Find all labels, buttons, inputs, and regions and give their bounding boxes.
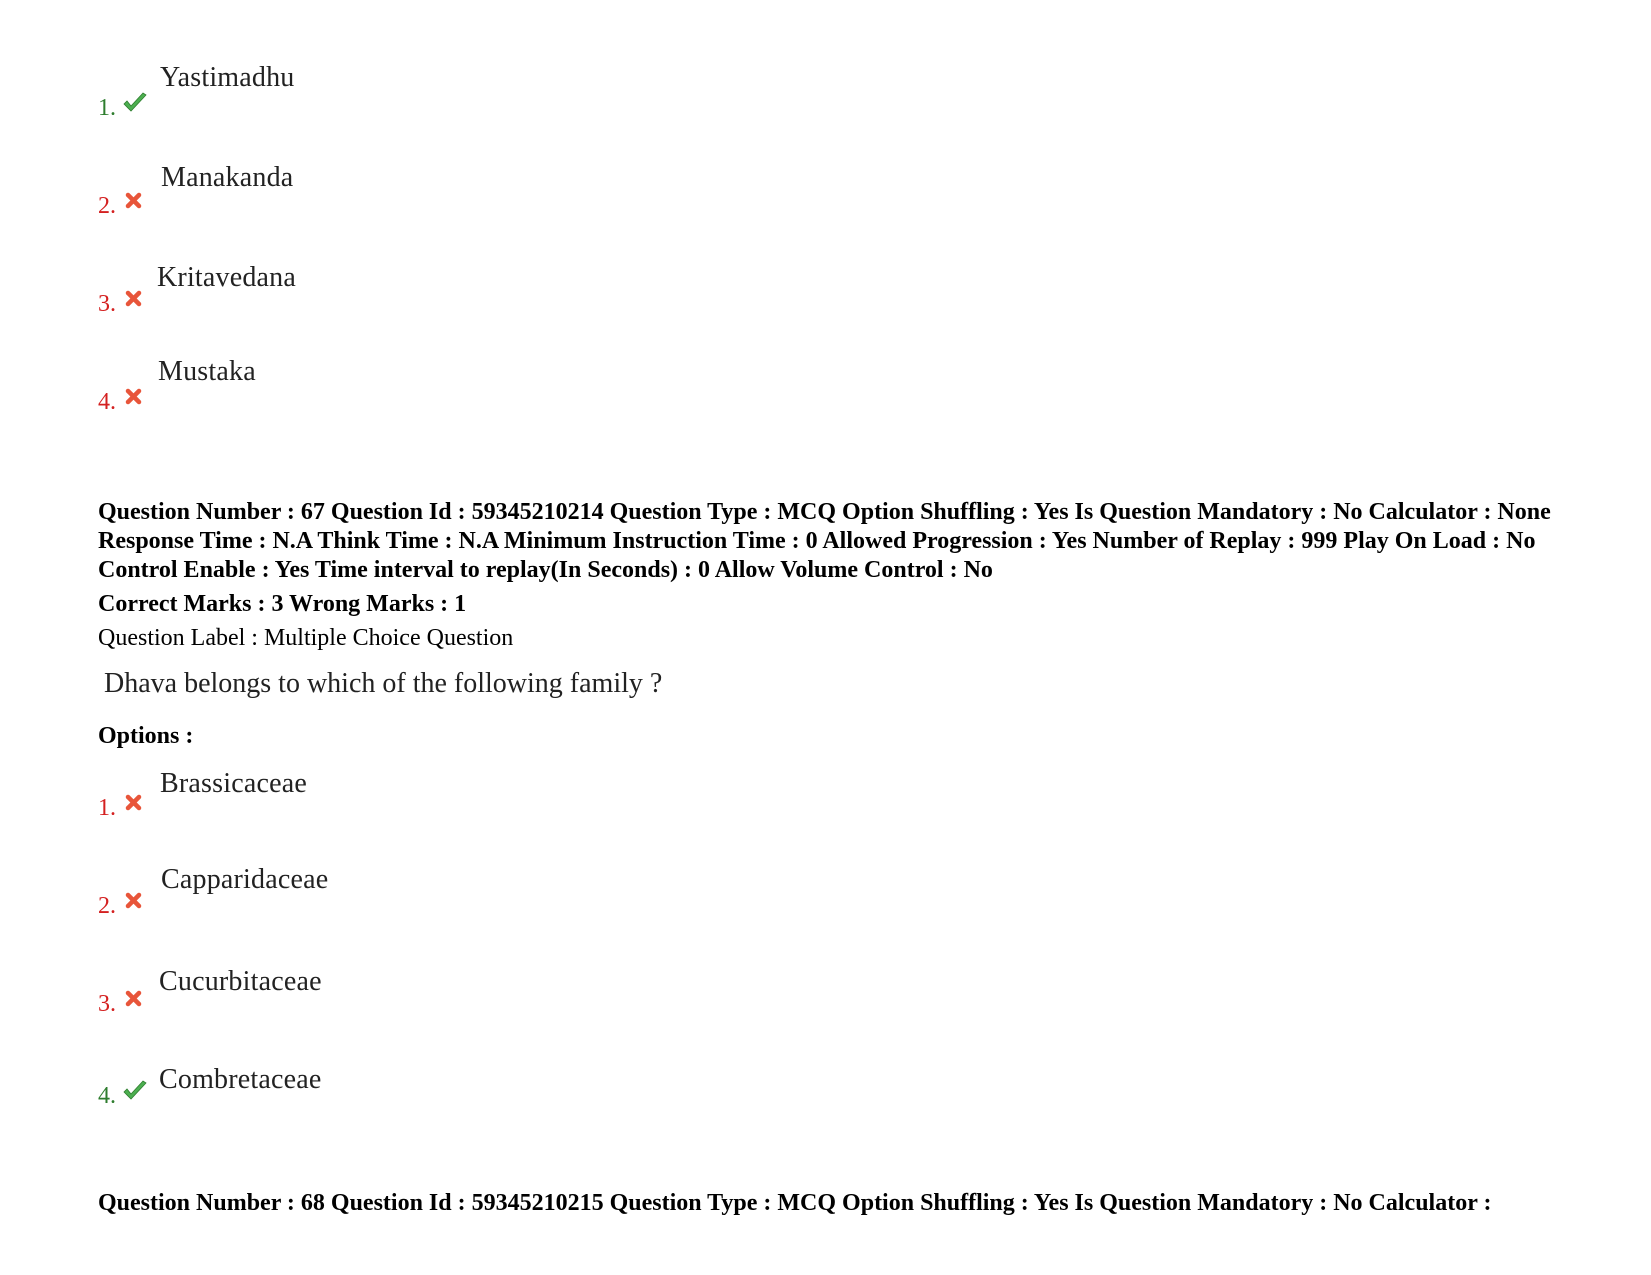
option-number: 2. [98, 893, 116, 919]
option-number: 4. [98, 389, 116, 415]
cross-icon [123, 288, 149, 310]
question-meta: Question Number : 68 Question Id : 59345210215 Question Type : MCQ Option Shuffling : Yes Is Question Mandatory : No Calculator : [98, 1190, 1492, 1216]
option-text: Cucurbitaceae [159, 966, 322, 997]
option-number: 3. [98, 291, 116, 317]
question-meta: Question Number : 67 Question Id : 59345210214 Question Type : MCQ Option Shuffling : Yes Is Question Mandatory : No Calculator : None Response Time : N.A Think Time : N.A Minimum Instruction Time : 0 Allowed Progression : Yes Number of Replay : 999 Play On Load : No Control Enable : Yes Time interval to replay(In Seconds) : 0 Allow Volume Control : No [98, 499, 1551, 583]
question-text: Dhava belongs to which of the following family ? [104, 668, 663, 699]
cross-icon [123, 988, 149, 1010]
cross-icon [123, 386, 149, 408]
option-number: 2. [98, 193, 116, 219]
option-number: 4. [98, 1083, 116, 1109]
question-marks: Correct Marks : 3 Wrong Marks : 1 [98, 591, 467, 617]
option-text: Manakanda [161, 162, 294, 193]
option-text: Kritavedana [157, 262, 297, 293]
option-number: 1. [98, 795, 116, 821]
option-text: Yastimadhu [160, 62, 295, 93]
option-text: Brassicaceae [160, 768, 307, 799]
option-text: Combretaceae [159, 1064, 322, 1095]
cross-icon [123, 890, 149, 912]
check-icon [122, 92, 148, 114]
question-label: Question Label : Multiple Choice Question [98, 625, 514, 651]
option-text: Capparidaceae [161, 864, 329, 895]
cross-icon [123, 190, 149, 212]
option-text: Mustaka [158, 356, 256, 387]
option-number: 1. [98, 95, 116, 121]
option-number: 3. [98, 991, 116, 1017]
cross-icon [123, 792, 149, 814]
options-heading: Options : [98, 723, 194, 749]
check-icon [122, 1080, 148, 1102]
